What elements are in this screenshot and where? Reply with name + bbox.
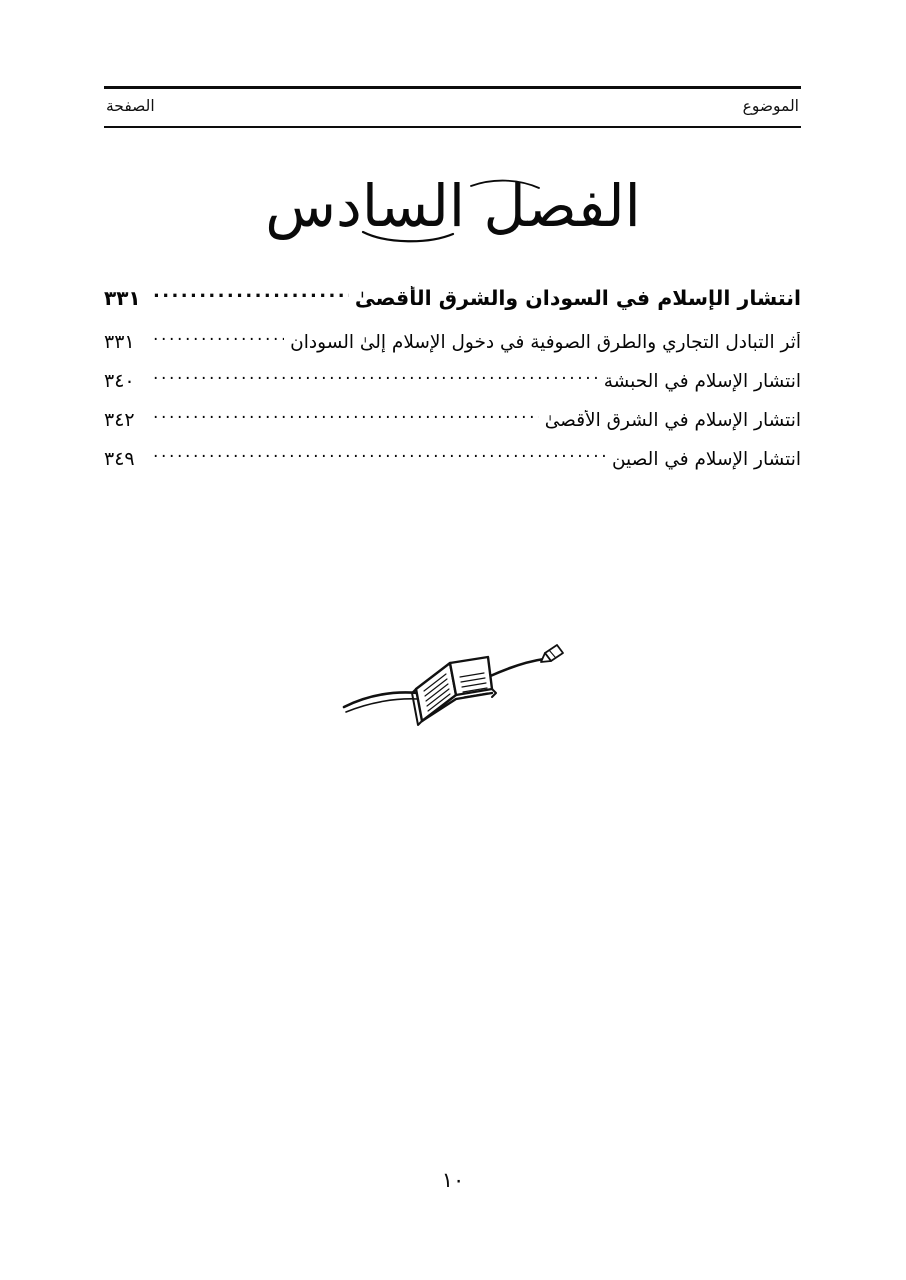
page-number: ١٠ [441,1168,465,1192]
ornament-divider [0,628,906,738]
toc-entry-page: ٣٣١ [104,286,141,310]
toc-entry-page: ٣٤٢ [104,409,135,431]
toc-dot-leader [153,371,598,387]
toc-row[interactable] [104,331,801,353]
toc-row[interactable] [104,448,801,470]
toc-entry-page: ٣٤٠ [104,370,135,392]
toc-entry-title: انتشار الإسلام في الشرق الأقصىٰ [544,410,801,431]
toc-entry-page: ٣٤٩ [104,448,135,470]
header-rule-bottom [104,126,801,128]
toc-list [104,286,801,470]
toc-entry-title: انتشار الإسلام في الصين [611,449,801,470]
toc-entry-page: ٣٣١ [104,331,135,353]
toc-entry-title: انتشار الإسلام في الحبشة [603,371,801,392]
toc-row[interactable] [104,370,801,392]
header-subject-label: الموضوع [742,97,799,116]
toc-entry-title: انتشار الإسلام في السودان والشرق الأقصىٰ [354,286,801,310]
toc-row[interactable] [104,409,801,431]
header-columns [104,89,801,125]
chapter-title-calligraphy [265,158,641,254]
running-header [104,86,801,128]
chapter-title-text: الفصل السادس [265,172,641,240]
toc-entry-title: أثر التبادل التجاري والطرق الصوفية في دخول الإسلام إلىٰ السودان [290,332,801,353]
toc-row[interactable] [104,286,801,310]
chapter-title [0,158,906,254]
header-page-label: الصفحة [106,97,155,116]
toc-dot-leader [153,410,539,426]
toc-dot-leader [153,289,349,305]
open-book-with-pencil-icon [338,633,568,733]
toc-dot-leader [153,332,284,348]
toc-dot-leader [153,449,606,465]
